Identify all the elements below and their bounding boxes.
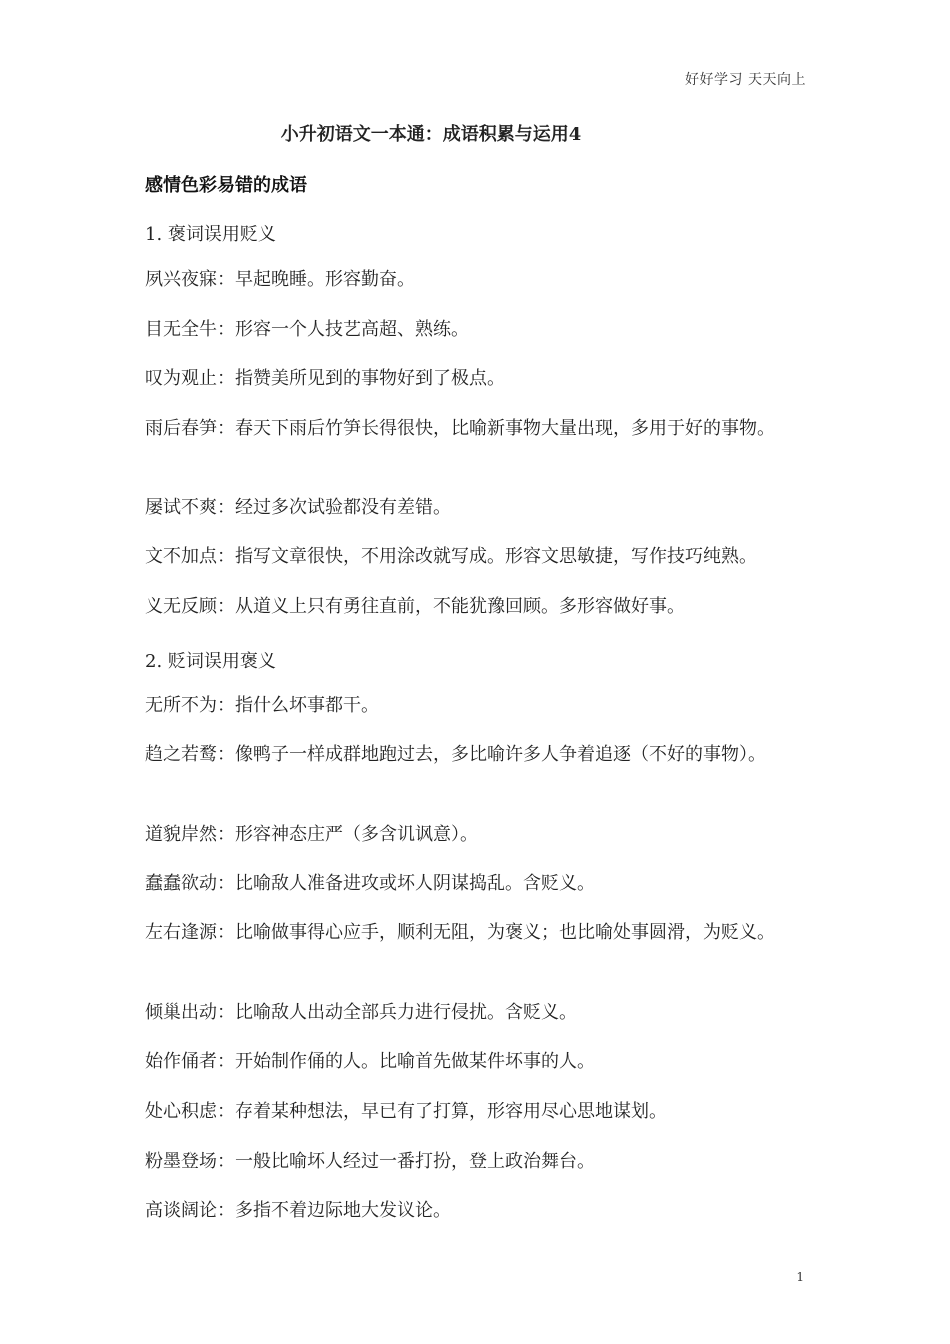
idiom-entry: 叹为观止：指赞美所见到的事物好到了极点。 <box>145 368 505 389</box>
idiom-entry: 处心积虑：存着某种想法，早已有了打算，形容用尽心思地谋划。 <box>145 1101 667 1122</box>
idiom-entry: 屡试不爽：经过多次试验都没有差错。 <box>145 497 451 518</box>
idiom-entry: 道貌岸然：形容神态庄严（多含讥讽意）。 <box>145 824 478 845</box>
idiom-entry: 文不加点：指写文章很快，不用涂改就写成。形容文思敏捷，写作技巧纯熟。 <box>145 546 757 567</box>
idiom-entry: 粉墨登场：一般比喻坏人经过一番打扮，登上政治舞台。 <box>145 1151 595 1172</box>
idiom-entry: 左右逢源：比喻做事得心应手，顺利无阻，为褒义；也比喻处事圆滑，为贬义。 <box>145 922 775 943</box>
idiom-entry: 蠢蠢欲动：比喻敌人准备进攻或坏人阴谋捣乱。含贬义。 <box>145 873 595 894</box>
idiom-entry: 目无全牛：形容一个人技艺高超、熟练。 <box>145 319 469 340</box>
section-heading: 感情色彩易错的成语 <box>145 175 307 196</box>
group2-heading: 2. 贬词误用褒义 <box>145 651 276 672</box>
group1-heading: 1. 褒词误用贬义 <box>145 224 276 245</box>
header-motto: 好好学习 天天向上 <box>685 72 806 88</box>
idiom-entry: 义无反顾：从道义上只有勇往直前，不能犹豫回顾。多形容做好事。 <box>145 596 685 617</box>
idiom-entry: 高谈阔论：多指不着边际地大发议论。 <box>145 1200 451 1221</box>
idiom-entry: 倾巢出动：比喻敌人出动全部兵力进行侵扰。含贬义。 <box>145 1002 577 1023</box>
idiom-entry: 始作俑者：开始制作俑的人。比喻首先做某件坏事的人。 <box>145 1051 595 1072</box>
document-title: 小升初语文一本通：成语积累与运用4 <box>280 124 582 145</box>
idiom-entry: 夙兴夜寐：早起晚睡。形容勤奋。 <box>145 269 415 290</box>
idiom-entry: 趋之若鹜：像鸭子一样成群地跑过去，多比喻许多人争着追逐（不好的事物）。 <box>145 744 766 765</box>
page-number: 1 <box>796 1270 804 1284</box>
idiom-entry: 无所不为：指什么坏事都干。 <box>145 695 379 716</box>
idiom-entry: 雨后春笋：春天下雨后竹笋长得很快，比喻新事物大量出现，多用于好的事物。 <box>145 418 775 439</box>
